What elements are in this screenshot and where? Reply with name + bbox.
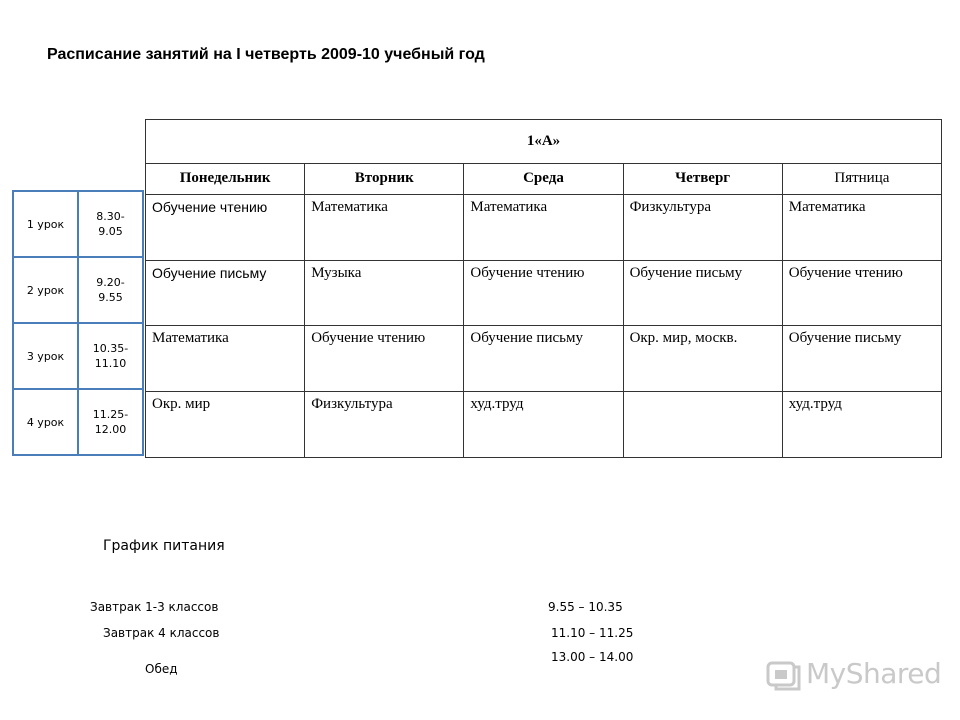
meal-label: Завтрак 4 классов [103,626,220,640]
day-header: Понедельник [146,163,305,194]
lesson-time-row [13,323,143,389]
schedule-cell: Окр. мир [146,392,305,458]
schedule-cell: Физкультура [305,392,464,458]
lesson-times-table [12,190,144,456]
lesson-number: 4 урок [13,389,78,455]
schedule-cell: Математика [305,194,464,260]
class-header-row [146,120,942,164]
schedule-cell: Физкультура [623,194,782,260]
schedule-cell [623,392,782,458]
lesson-time: 8.30- 9.05 [78,191,143,257]
day-header: Вторник [305,163,464,194]
watermark [764,655,942,695]
schedule-cell: худ.труд [782,392,941,458]
lesson-time-row [13,257,143,323]
schedule-cell: худ.труд [464,392,623,458]
schedule-cell: Математика [782,194,941,260]
schedule-cell: Окр. мир, москв. [623,326,782,392]
meal-schedule-title: График питания [103,538,225,554]
meal-time: 9.55 – 10.35 [548,600,623,614]
myshared-logo-icon [766,657,802,693]
schedule-cell: Обучение чтению [782,260,941,326]
lesson-time: 11.25- 12.00 [78,389,143,455]
schedule-cell: Обучение письму [782,326,941,392]
schedule-cell: Обучение чтению [305,326,464,392]
meal-label: Завтрак 1-3 классов [90,600,219,614]
meal-time: 13.00 – 14.00 [551,650,634,664]
class-name: 1«А» [146,120,942,164]
lesson-number: 1 урок [13,191,78,257]
schedule-row [146,260,942,326]
schedule-cell: Математика [146,326,305,392]
schedule-cell: Математика [464,194,623,260]
meal-time: 11.10 – 11.25 [551,626,634,640]
lesson-time: 10.35- 11.10 [78,323,143,389]
schedule-cell: Музыка [305,260,464,326]
watermark-text: MyShared [806,657,942,690]
day-header: Четверг [623,163,782,194]
days-header-row [146,163,942,194]
lesson-time-row [13,389,143,455]
schedule-cell: Обучение чтению [464,260,623,326]
schedule-row [146,326,942,392]
schedule-cell: Обучение письму [464,326,623,392]
schedule-table [145,119,942,458]
lesson-time: 9.20- 9.55 [78,257,143,323]
schedule-cell: Обучение чтению [146,194,305,260]
lesson-number: 2 урок [13,257,78,323]
page-title: Расписание занятий на I четверть 2009-10 учебный год [47,46,485,63]
schedule-cell: Обучение письму [146,260,305,326]
lesson-time-row [13,191,143,257]
schedule-cell: Обучение письму [623,260,782,326]
schedule-row [146,392,942,458]
meal-label: Обед [145,662,178,676]
day-header: Среда [464,163,623,194]
day-header: Пятница [782,163,941,194]
lesson-number: 3 урок [13,323,78,389]
schedule-row [146,194,942,260]
